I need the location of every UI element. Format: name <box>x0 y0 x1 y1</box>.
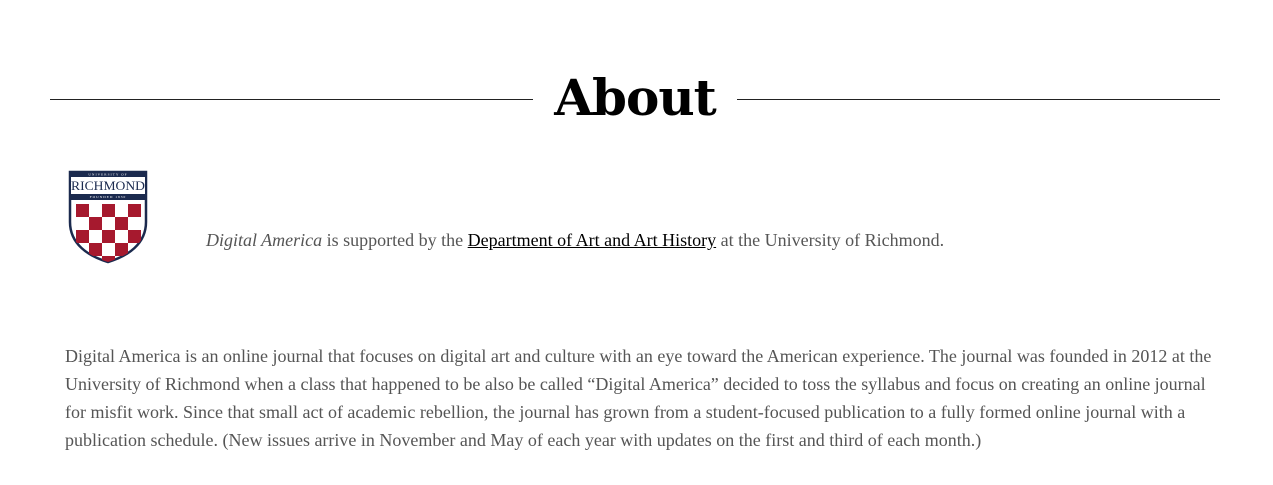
svg-text:UNIVERSITY OF: UNIVERSITY OF <box>88 172 128 177</box>
heading-divider-right <box>737 99 1220 100</box>
heading-divider-left <box>50 99 533 100</box>
journal-name: Digital America <box>206 230 323 250</box>
support-statement <box>206 228 944 252</box>
svg-text:RICHMOND: RICHMOND <box>71 178 145 193</box>
university-of-richmond-shield-icon <box>68 170 148 264</box>
about-paragraph: Digital America is an online journal that focuses on digital art and culture with an eye toward the American experience. The journal was founded in 2012 at the University of Richmond when a class that happened to be also be called “Digital America” decided to toss the syllabus and focus on creating an online journal for misfit work. Since that small act of academic rebellion, the journal has grown from a student-focused publication to a fully formed online journal with a publication schedule. (New issues arrive in November and May of each year with updates on the first and third of each month.) <box>65 346 1212 450</box>
page-heading <box>50 60 1220 140</box>
support-text-before: is supported by the <box>322 230 468 250</box>
svg-text:FOUNDED 1830: FOUNDED 1830 <box>89 195 127 199</box>
page-title: About <box>554 68 716 127</box>
support-text-after: at the University of Richmond. <box>716 230 945 250</box>
department-link[interactable]: Department of Art and Art History <box>467 230 717 250</box>
